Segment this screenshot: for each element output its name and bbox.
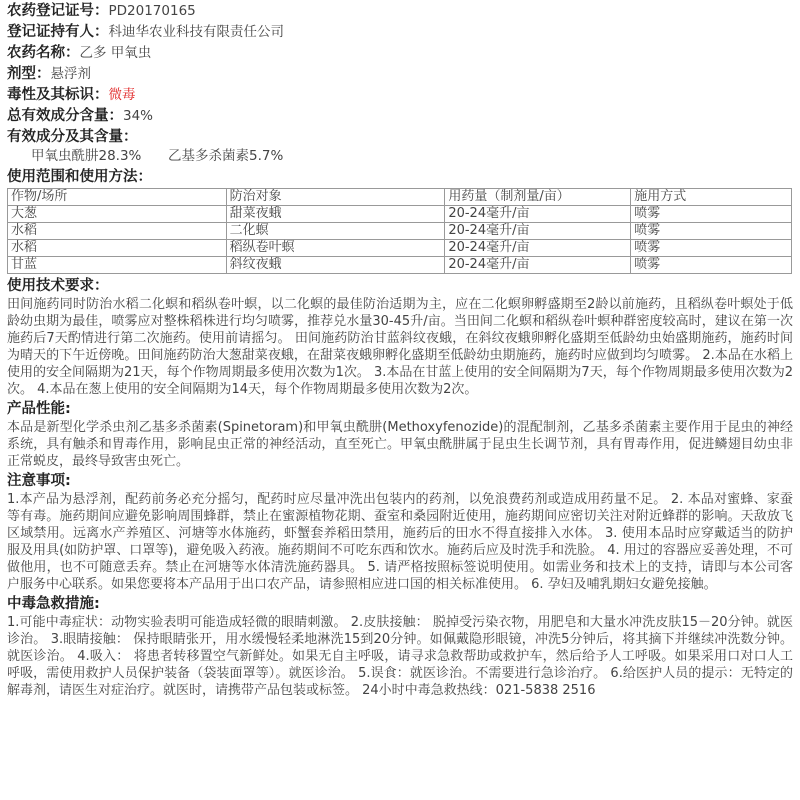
pesticide-name-value: 乙多 甲氧虫 bbox=[79, 45, 152, 61]
table-cell: 甜菜夜蛾 bbox=[226, 206, 445, 223]
table-cell: 20-24毫升/亩 bbox=[445, 257, 631, 274]
table-cell: 20-24毫升/亩 bbox=[445, 240, 631, 257]
table-row bbox=[8, 240, 792, 257]
technique-text: 田间施药同时防治水稻二化螟和稻纵卷叶螟，以二化螟的最佳防治适期为主，应在二化螟卵孵盛期至2龄以前施药，且稻纵卷叶螟处于低龄幼虫期为最佳，喷雾应对整株稻株进行均匀喷雾，推荐兑水量30-45升/亩。当田间二化螟和稻纵卷叶螟种群密度较高时，建议在第一次施药后7天酌情进行第二次施药。使用前请摇匀。 田间施药防治甘蓝斜纹夜蛾，在斜纹夜蛾卵孵化盛期至低龄幼虫始盛期施药，施药时间为晴天的下午近傍晚。田间施药防治大葱甜菜夜蛾，在甜菜夜蛾卵孵化盛期至低龄幼虫期施药，施药时应做到均匀喷雾。 2.本品在水稻上使用的安全间隔期为21天，每个作物周期最多使用次数为1次。 3.本品在甘蓝上使用的安全间隔期为7天，每个作物周期最多使用次数为2次。 4.本品在葱上使用的安全间隔期为14天，每个作物周期最多使用次数为2次。 bbox=[7, 297, 793, 397]
formulation-row bbox=[7, 66, 793, 83]
formulation-label: 剂型： bbox=[7, 66, 51, 82]
registration-number-row bbox=[7, 3, 793, 20]
ingredients-row bbox=[7, 129, 793, 146]
table-cell: 水稻 bbox=[8, 223, 227, 240]
column-header: 施用方式 bbox=[631, 189, 792, 206]
table-row bbox=[8, 206, 792, 223]
precautions-section-title: 注意事项: bbox=[7, 473, 71, 489]
technique-section-title: 使用技术要求： bbox=[7, 278, 109, 294]
table-cell: 水稻 bbox=[8, 240, 227, 257]
toxicity-label: 毒性及其标识： bbox=[7, 87, 109, 103]
registration-holder-label: 登记证持有人： bbox=[7, 24, 109, 40]
first-aid-text: 1.可能中毒症状：动物实验表明可能造成轻微的眼睛刺激。 2.皮肤接触： 脱掉受污染衣物，用肥皂和大量水冲洗皮肤15－20分钟。就医诊治。 3.眼睛接触： 保持眼睛张开，用水缓慢轻柔地淋洗15到20分钟。如佩戴隐形眼镜，冲洗5分钟后，将其摘下并继续冲洗数分钟。就医诊治。 4.吸入： 将患者转移置空气新鲜处。如果无自主呼吸，请寻求急救帮助或救护车，然后给予人工呼吸。如果采用口对口人工呼吸，需使用救护人员保护装备（袋装面罩等）。就医诊治。 5.误食：就医诊治。不需要进行急诊治疗。 6.给医护人员的提示：无特定的解毒剂，请医生对症治疗。就医时，请携带产品包装或标签。 24小时中毒急救热线：021-5838 2516 bbox=[7, 615, 793, 698]
table-cell: 喷雾 bbox=[631, 206, 792, 223]
table-cell: 喷雾 bbox=[631, 240, 792, 257]
table-row bbox=[8, 257, 792, 274]
formulation-value: 悬浮剂 bbox=[50, 66, 91, 82]
registration-holder-row bbox=[7, 24, 793, 41]
registration-holder-value: 科迪华农业科技有限责任公司 bbox=[108, 24, 284, 40]
performance-text: 本品是新型化学杀虫剂乙基多杀菌素(Spinetoram)和甲氧虫酰肼(Methoxyfenozide)的混配制剂，乙基多杀菌素主要作用于昆虫的神经系统，具有触杀和胃毒作用，影响昆虫正常的神经活动，直至死亡。甲氧虫酰肼属于昆虫生长调节剂，具有胃毒作用，促进鳞翅目幼虫非正常蜕皮，最终导致害虫死亡。 bbox=[7, 420, 793, 469]
table-cell: 二化螟 bbox=[226, 223, 445, 240]
registration-number-value: PD20170165 bbox=[108, 3, 196, 19]
toxicity-row bbox=[7, 87, 793, 104]
table-cell: 斜纹夜蛾 bbox=[226, 257, 445, 274]
label-document bbox=[7, 0, 793, 699]
pesticide-name-row bbox=[7, 45, 793, 62]
column-header: 防治对象 bbox=[226, 189, 445, 206]
table-cell: 20-24毫升/亩 bbox=[445, 206, 631, 223]
column-header: 用药量（制剂量/亩） bbox=[445, 189, 631, 206]
column-header: 作物/场所 bbox=[8, 189, 227, 206]
first-aid-section-title: 中毒急救措施: bbox=[7, 596, 100, 612]
ingredient-item: 甲氧虫酰肼28.3% bbox=[31, 148, 142, 164]
total-content-row bbox=[7, 108, 793, 125]
table-cell: 稻纵卷叶螟 bbox=[226, 240, 445, 257]
total-content-label: 总有效成分含量： bbox=[7, 108, 123, 124]
table-cell: 大葱 bbox=[8, 206, 227, 223]
registration-number-label: 农药登记证号： bbox=[7, 3, 109, 19]
ingredients-list bbox=[7, 148, 793, 165]
usage-table-header bbox=[8, 189, 792, 206]
table-cell: 甘蓝 bbox=[8, 257, 227, 274]
table-cell: 喷雾 bbox=[631, 223, 792, 240]
ingredients-label: 有效成分及其含量： bbox=[7, 129, 138, 145]
table-row bbox=[8, 223, 792, 240]
total-content-value: 34% bbox=[123, 108, 154, 124]
ingredient-item: 乙基多杀菌素5.7% bbox=[167, 148, 284, 164]
pesticide-name-label: 农药名称： bbox=[7, 45, 80, 61]
table-cell: 20-24毫升/亩 bbox=[445, 223, 631, 240]
performance-section-title: 产品性能: bbox=[7, 401, 71, 417]
table-cell: 喷雾 bbox=[631, 257, 792, 274]
precautions-text: 1.本产品为悬浮剂，配药前务必充分摇匀，配药时应尽量冲洗出包装内的药剂，以免浪费药剂或造成用药量不足。 2. 本品对蜜蜂、家蚕等有毒。施药期间应避免影响周围蜂群，禁止在蜜源植物花期、蚕室和桑园附近使用，施药期间应密切关注对附近蜂群的影响。天敌放飞区域禁用。远离水产养殖区、河塘等水体施药，虾蟹套养稻田禁用，施药后的田水不得直接排入水体。 3. 使用本品时应穿戴适当的防护服及用具(如防护罩、口罩等)，避免吸入药液。施药期间不可吃东西和饮水。施药后应及时洗手和洗脸。 4. 用过的容器应妥善处理，不可做他用，也不可随意丢弃。禁止在河塘等水体清洗施药器具。 5. 请严格按照标签说明使用。如需业务和技术上的支持，请即与本公司客户服务中心联系。如果您要将本产品用于出口农产品，请参照相应进口国的相关标准使用。 6. 孕妇及哺乳期妇女避免接触。 bbox=[7, 492, 793, 592]
toxicity-value: 微毒 bbox=[108, 87, 136, 103]
usage-table bbox=[7, 188, 792, 274]
usage-section-title: 使用范围和使用方法： bbox=[7, 169, 152, 185]
